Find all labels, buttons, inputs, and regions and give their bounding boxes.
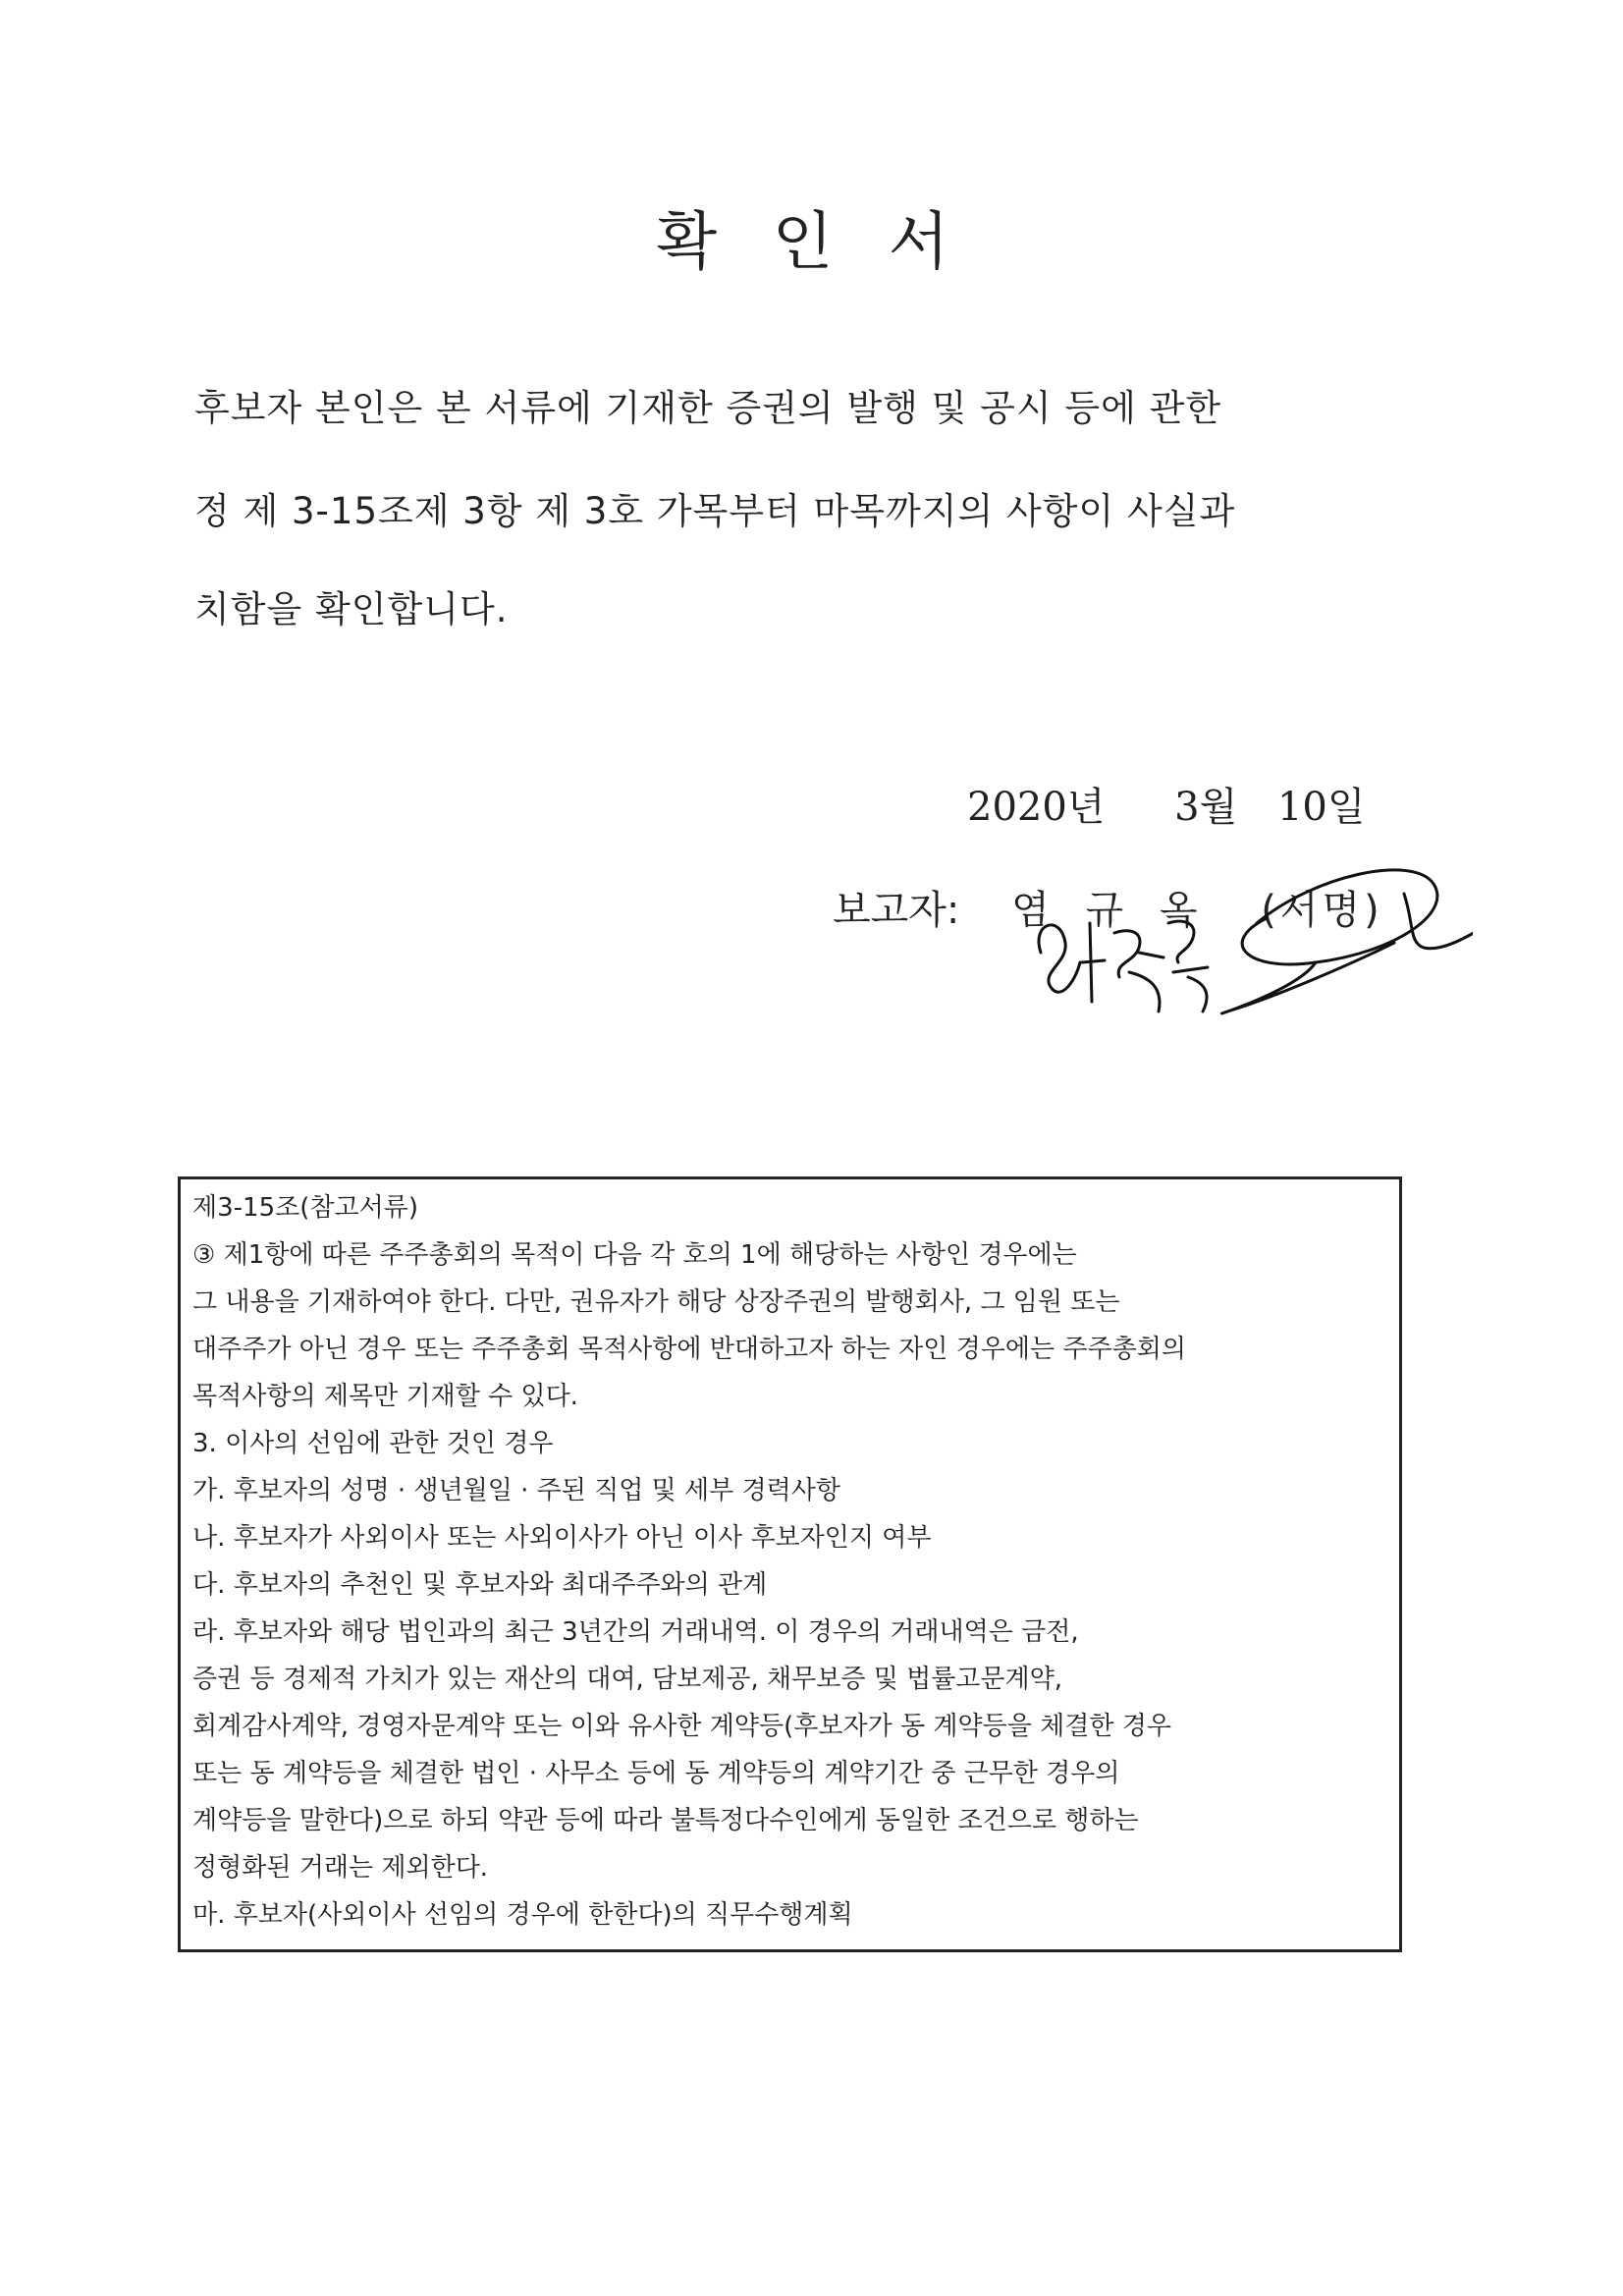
date-day: 10일	[1276, 785, 1366, 830]
date-month: 3월	[1174, 785, 1238, 830]
ref-line: 마. 후보자(사외이사 선임의 경우에 한한다)의 직무수행계획	[192, 1900, 853, 1930]
ref-line: 목적사항의 제목만 기재할 수 있다.	[192, 1382, 578, 1411]
body-line-3: 치함을 확인합니다.	[194, 588, 509, 630]
ref-line: 라. 후보자와 해당 법인과의 최근 3년간의 거래내역. 이 경우의 거래내역은 금전,	[192, 1617, 1079, 1647]
ref-line: 정형화된 거래는 제외한다.	[192, 1853, 489, 1883]
ref-line: 제3-15조(참고서류)	[192, 1193, 418, 1223]
ref-line: 다. 후보자의 추천인 및 후보자와 최대주주와의 관계	[192, 1570, 768, 1600]
ref-line: 가. 후보자의 성명 · 생년월일 · 주된 직업 및 세부 경력사항	[192, 1476, 840, 1505]
ref-line: 계약등을 말한다)으로 하되 약관 등에 따라 불특정다수인에게 동일한 조건으로 행하는	[192, 1806, 1139, 1835]
handwritten-signature	[1021, 815, 1473, 1051]
date-year: 2020년	[967, 785, 1106, 830]
document-title: 확 인 서	[656, 206, 967, 279]
body-line-1: 후보자 본인은 본 서류에 기재한 증권의 발행 및 공시 등에 관한	[194, 387, 1222, 429]
ref-line: ③ 제1항에 따른 주주총회의 목적이 다음 각 호의 1에 해당하는 사항인 경우에는	[192, 1240, 1077, 1270]
ref-line: 3. 이사의 선임에 관한 것인 경우	[192, 1429, 554, 1458]
ref-line: 그 내용을 기재하여야 한다. 다만, 권유자가 해당 상장주권의 발행회사, 그 임원 또는	[192, 1287, 1120, 1317]
ref-line: 또는 동 계약등을 체결한 법인 · 사무소 등에 동 계약등의 계약기간 중 근무한 경우의	[192, 1759, 1120, 1788]
body-line-2: 정 제 3-15조제 3항 제 3호 가목부터 마목까지의 사항이 사실과	[194, 490, 1236, 532]
ref-line: 나. 후보자가 사외이사 또는 사외이사가 아닌 이사 후보자인지 여부	[192, 1523, 932, 1553]
reporter-name: 염 규 옥	[1011, 888, 1210, 933]
ref-line: 회계감사계약, 경영자문계약 또는 이와 유사한 계약등(후보자가 동 계약등을 체결한 경우	[192, 1712, 1171, 1741]
ref-line: 증권 등 경제적 가치가 있는 재산의 대여, 담보제공, 채무보증 및 법률고문계약,	[192, 1665, 1063, 1694]
reference-regulation-box	[178, 1176, 1402, 1952]
signature-label: (서명)	[1261, 888, 1383, 933]
ref-line: 대주주가 아닌 경우 또는 주주총회 목적사항에 반대하고자 하는 자인 경우에는 주주총회의	[192, 1335, 1186, 1364]
reporter-label: 보고자:	[833, 888, 960, 933]
